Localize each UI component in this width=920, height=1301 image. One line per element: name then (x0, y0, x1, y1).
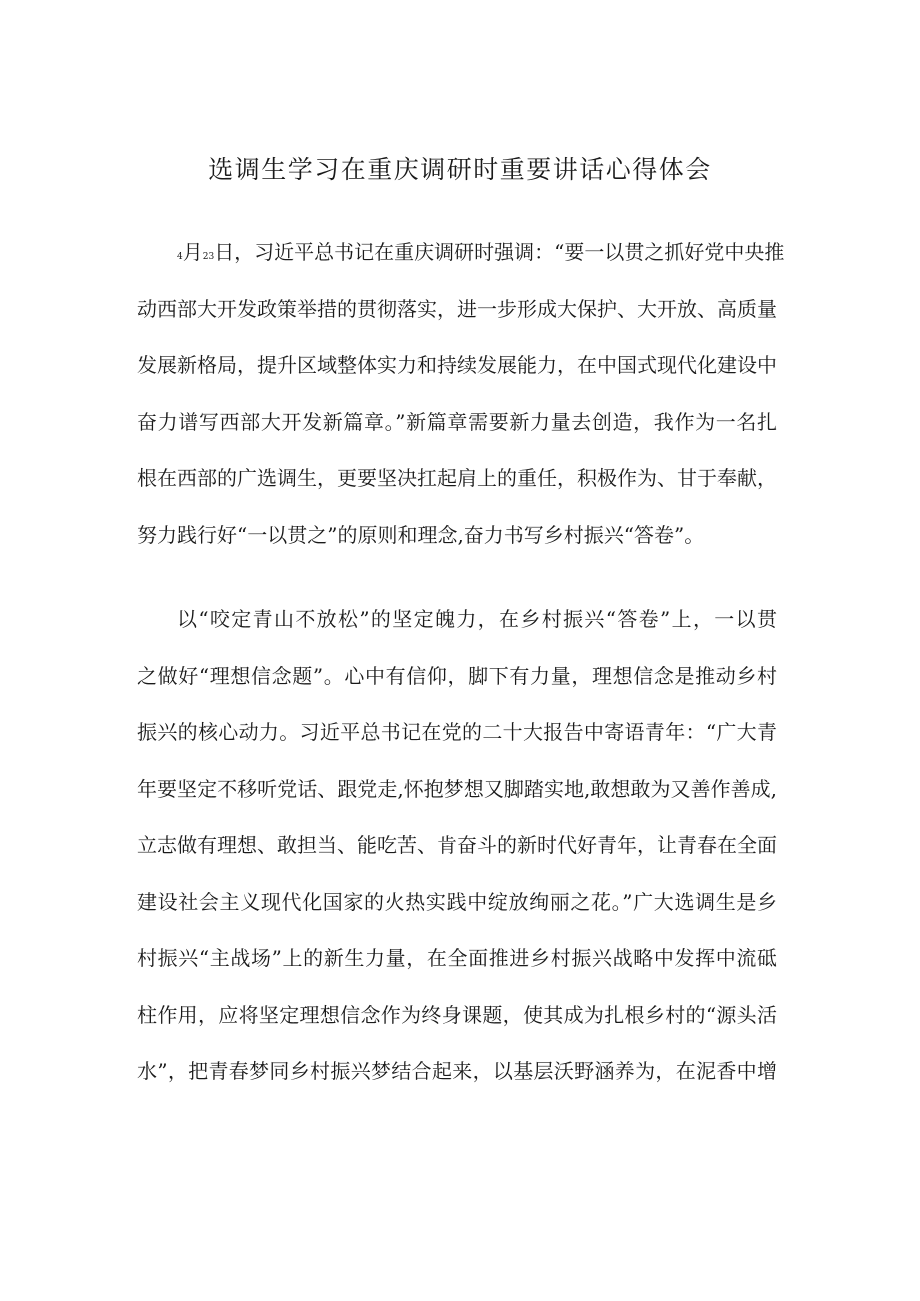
date-month-number: 4 (177, 252, 183, 262)
paragraph-2-line-3: 振兴的核心动力。习近平总书记在党的二十大报告中寄语青年：“广大青 (137, 720, 777, 744)
document-title: 选调生学习在重庆调研时重要讲话心得体会 (208, 155, 712, 184)
paragraph-2-line-5: 立志做有理想、敢担当、能吃苦、肯奋斗的新时代好青年，让青春在全面 (137, 833, 777, 857)
date-day-number: 23 (202, 252, 215, 262)
paragraph-1-line-2: 动西部大开发政策举措的贯彻落实，进一步形成大保护、大开放、高质量 (137, 297, 777, 321)
paragraph-2-line-9: 水”，把青春梦同乡村振兴梦结合起来，以基层沃野涵养为，在泥香中增 (137, 1059, 777, 1083)
paragraph-2-line-6: 建设社会主义现代化国家的火热实践中绽放绚丽之花。”广大选调生是乡 (137, 890, 777, 914)
paragraph-1-line-4: 奋力谱写西部大开发新篇章。”新篇章需要新力量去创造，我作为一名扎 (137, 410, 777, 434)
paragraph-1-line-6: 努力践行好“一以贯之”的原则和理念,奋力书写乡村振兴“答卷”。 (137, 523, 705, 547)
date-month-label: 月 (182, 240, 203, 264)
paragraph-1-line-1 (177, 237, 785, 272)
paragraph-1-line-5: 根在西部的广选调生，更要坚决扛起肩上的重任，积极作为、甘于奉献， (137, 466, 777, 490)
paragraph-2-line-1: 以“咬定青山不放松”的坚定魄力，在乡村振兴“答卷”上，一以贯 (177, 607, 777, 631)
paragraph-2-line-8: 柱作用，应将坚定理想信念作为终身课题，使其成为扎根乡村的“源头活 (137, 1003, 777, 1027)
paragraph-1-line-3: 发展新格局，提升区域整体实力和持续发展能力，在中国式现代化建设中 (137, 353, 777, 377)
paragraph-1-line-1-text: 日，习近平总书记在重庆调研时强调：“要一以贯之抓好党中央推 (214, 240, 785, 264)
paragraph-2-line-4: 年要坚定不移听党话、跟党走,怀抱梦想又脚踏实地,敢想敢为又善作善成, (137, 777, 777, 801)
paragraph-2-line-2: 之做好“理想信念题”。心中有信仰，脚下有力量，理想信念是推动乡村 (137, 664, 777, 688)
paragraph-2-line-7: 村振兴“主战场”上的新生力量，在全面推进乡村振兴战略中发挥中流砥 (137, 946, 777, 970)
